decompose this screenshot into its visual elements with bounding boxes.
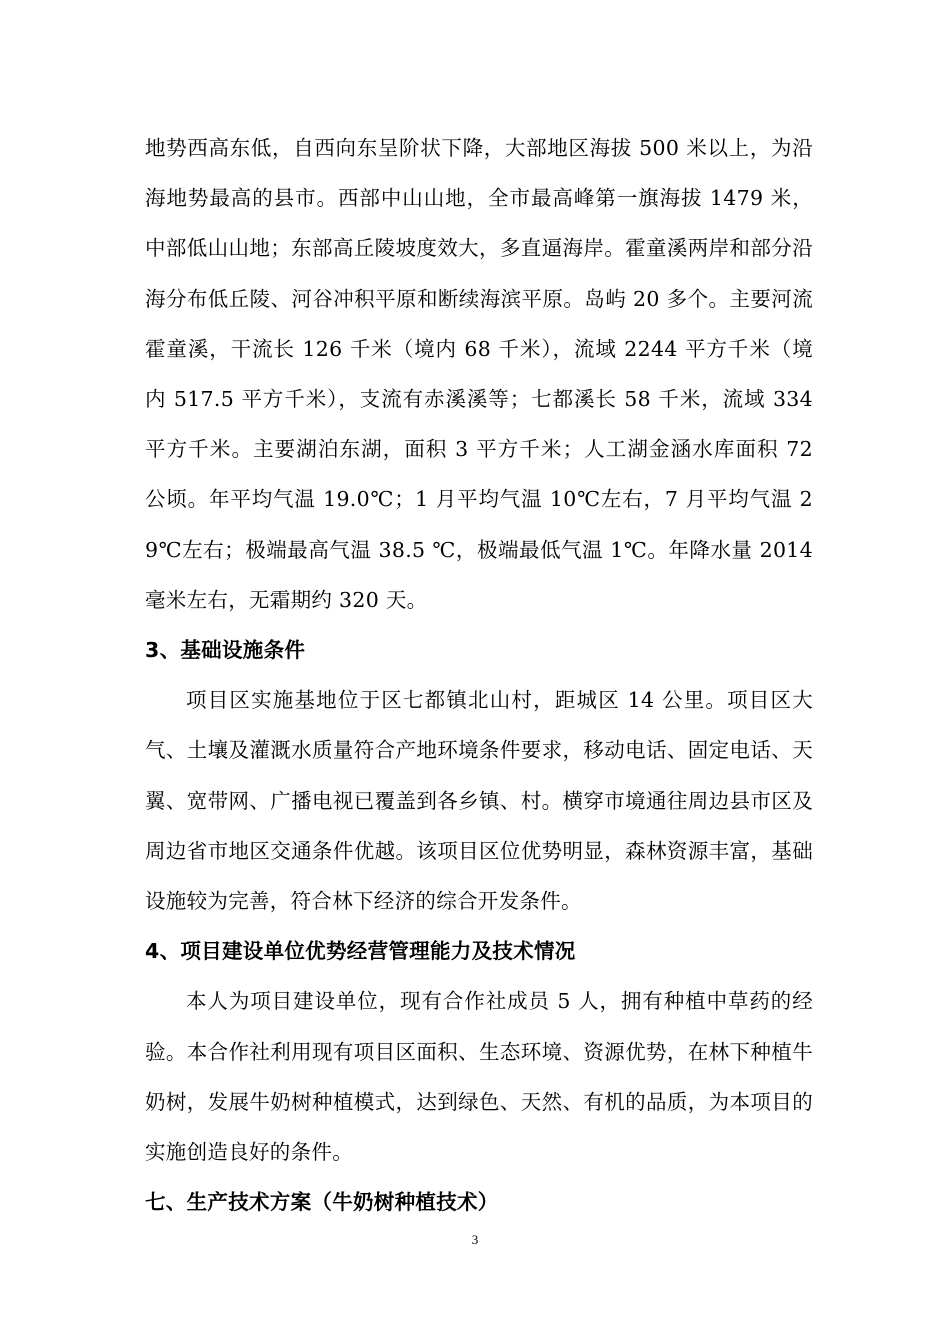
page-number: 3 bbox=[471, 1232, 479, 1247]
section-heading-management-capability: 4、项目建设单位优势经营管理能力及技术情况 bbox=[145, 939, 576, 964]
section-heading-infrastructure: 3、基础设施条件 bbox=[145, 638, 306, 663]
section-heading-production-technology: 七、生产技术方案（牛奶树种植技术） bbox=[145, 1190, 499, 1215]
paragraph-infrastructure: 项目区实施基地位于区七都镇北山村，距城区 14 公里。项目区大气、土壤及灌溉水质量符合产地环境条件要求，移动电话、固定电话、天翼、宽带网、广播电视已覆盖到各乡镇、村。横穿市境通往周边县市区及周边省市地区交通条件优越。该项目区位优势明显，森林资源丰富，基础设施较为完善，符合林下经济的综合开发条件。 bbox=[145, 688, 813, 914]
paragraph-management-capability: 本人为项目建设单位，现有合作社成员 5 人，拥有种植中草药的经验。本合作社利用现有项目区面积、生态环境、资源优势，在林下种植牛奶树，发展牛奶树种植模式，达到绿色、天然、有机的品质，为本项目的实施创造良好的条件。 bbox=[145, 989, 813, 1165]
document-body bbox=[145, 123, 813, 1227]
paragraph-terrain-climate: 地势西高东低，自西向东呈阶状下降，大部地区海拔 500 米以上，为沿海地势最高的县市。西部中山山地，全市最高峰第一旗海拔 1479 米，中部低山山地；东部高丘陵坡度效大，多直逼海岸。霍童溪两岸和部分沿海分布低丘陵、河谷冲积平原和断续海滨平原。岛屿 20 多个。主要河流霍童溪，干流长 126 千米（境内 68 千米），流域 2244 平方千米（境内 517.5 平方千米），支流有赤溪溪等；七都溪长 58 千米，流域 334 平方千米。主要湖泊东湖，面积 3 平方千米；人工湖金涵水库面积 72 公顷。年平均气温 19.0℃；1 月平均气温 10℃左右，7 月平均气温 29℃左右；极端最高气温 38.5 ℃，极端最低气温 1℃。年降水量 2014 毫米左右，无霜期约 320 天。 bbox=[145, 136, 813, 612]
